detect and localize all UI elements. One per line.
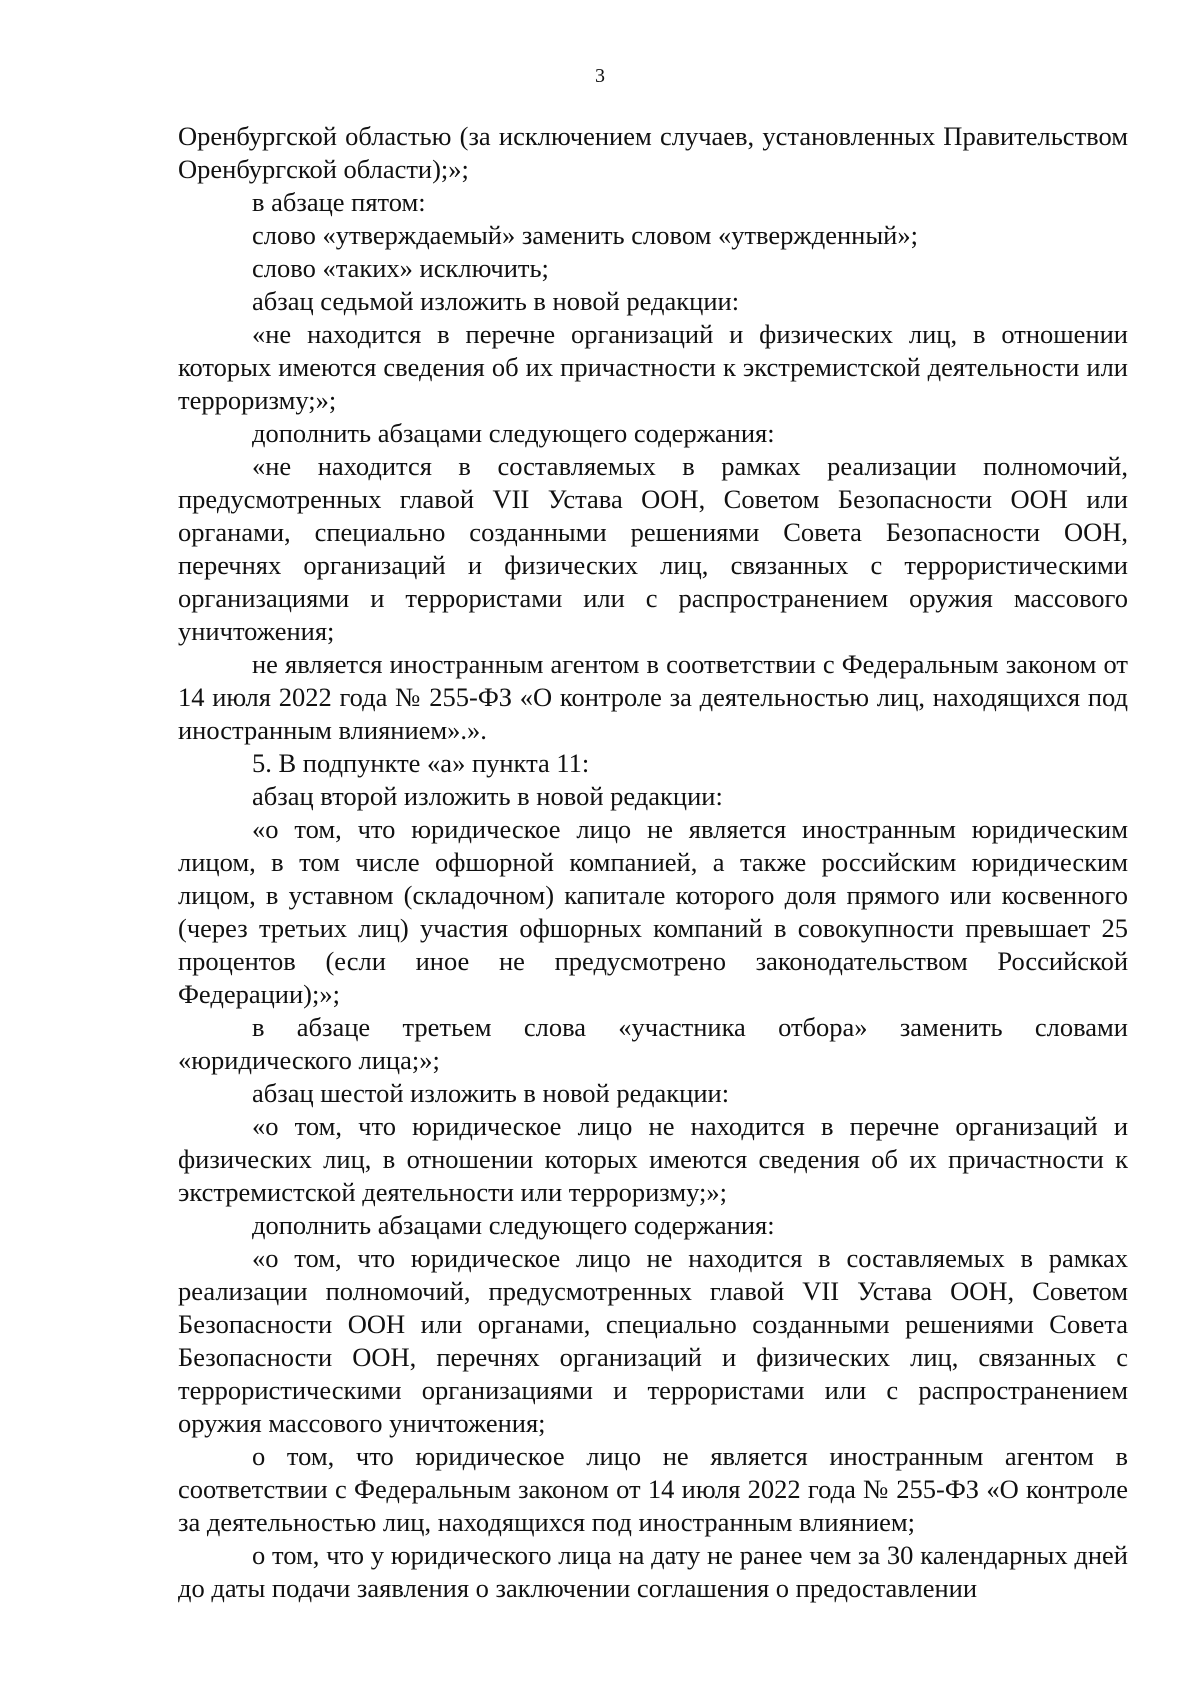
paragraph: в абзаце третьем слова «участника отбора» заменить словами «юридического лица;»;: [178, 1012, 1128, 1075]
paragraph: «не находится в составляемых в рамках реализации полномочий, предусмотренных главой VII Устава ООН, Советом Безопасности ООН или органами, специально созданными решениями Совета Безопасности ООН, перечнях организаций и физических лиц, связанных с террористическими организациями и террористами или с распространением оружия массового уничтожения;: [178, 451, 1128, 646]
paragraph: «о том, что юридическое лицо не находится в составляемых в рамках реализации полномочий, предусмотренных главой VII Устава ООН, Советом Безопасности ООН или органами, специально созданными решениями Совета Безопасности ООН, перечнях организаций и физических лиц, связанных с террористическими организациями и террористами или с распространением оружия массового уничтожения;: [178, 1243, 1128, 1438]
paragraph: «о том, что юридическое лицо не находится в перечне организаций и физических лиц, в отношении которых имеются сведения об их причастности к экстремистской деятельности или терроризму;»;: [178, 1111, 1128, 1207]
paragraph: абзац шестой изложить в новой редакции:: [252, 1078, 730, 1108]
paragraph: «о том, что юридическое лицо не является иностранным юридическим лицом, в том числе офшорной компанией, а также российским юридическим лицом, в уставном (складочном) капитале которого доля прямого или косвенного (через третьих лиц) участия офшорных компаний в совокупности превышает 25 процентов (если иное не предусмотрено законодательством Российской Федерации);»;: [178, 814, 1128, 1009]
paragraph: дополнить абзацами следующего содержания:: [252, 418, 775, 448]
paragraph: о том, что у юридического лица на дату не ранее чем за 30 календарных дней до даты подачи заявления о заключении соглашения о предоставлении: [178, 1540, 1128, 1603]
page-number: 3: [595, 65, 605, 87]
document-body: [178, 120, 1128, 1605]
paragraph: слово «утверждаемый» заменить словом «утвержденный»;: [252, 220, 918, 250]
paragraph: абзац второй изложить в новой редакции:: [252, 781, 723, 811]
paragraph: Оренбургской областью (за исключением случаев, установленных Правительством Оренбургской области);»;: [178, 121, 1128, 184]
paragraph: о том, что юридическое лицо не является иностранным агентом в соответствии с Федеральным законом от 14 июля 2022 года № 255-ФЗ «О контроле за деятельностью лиц, находящихся под иностранным влиянием;: [178, 1441, 1128, 1537]
paragraph: в абзаце пятом:: [252, 187, 426, 217]
paragraph: не является иностранным агентом в соответствии с Федеральным законом от 14 июля 2022 года № 255-ФЗ «О контроле за деятельностью лиц, находящихся под иностранным влиянием».».: [178, 649, 1128, 745]
paragraph: слово «таких» исключить;: [252, 253, 549, 283]
paragraph: 5. В подпункте «а» пункта 11:: [252, 748, 590, 778]
paragraph: «не находится в перечне организаций и физических лиц, в отношении которых имеются сведения об их причастности к экстремистской деятельности или терроризму;»;: [178, 319, 1128, 415]
paragraph: дополнить абзацами следующего содержания:: [252, 1210, 775, 1240]
paragraph: абзац седьмой изложить в новой редакции:: [252, 286, 740, 316]
